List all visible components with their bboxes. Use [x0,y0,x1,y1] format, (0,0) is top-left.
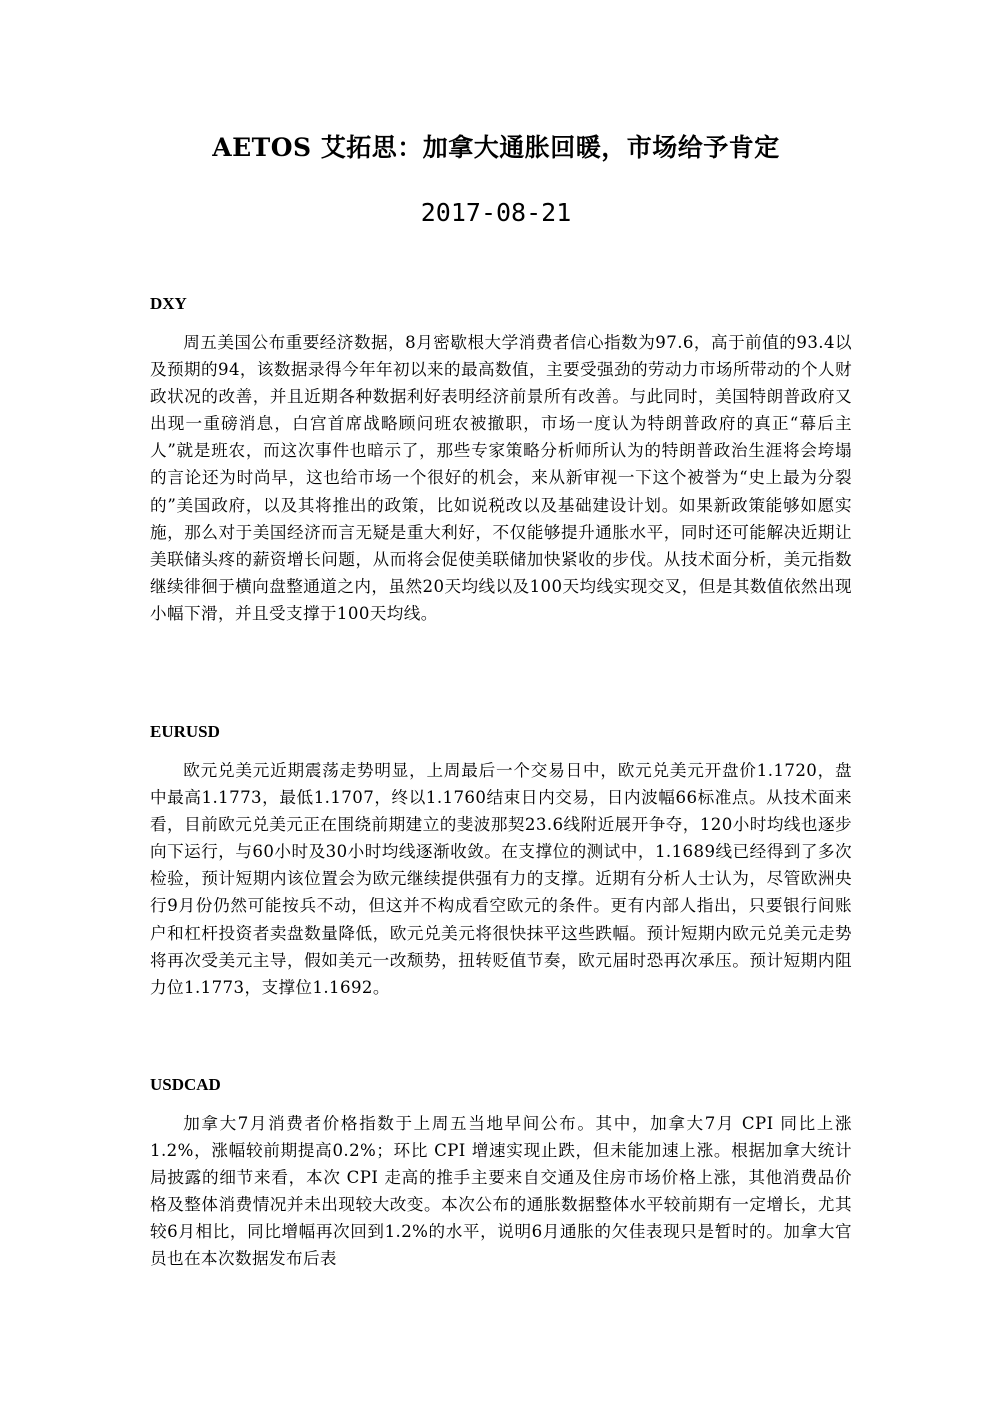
section-paragraph: 周五美国公布重要经济数据，8月密歇根大学消费者信心指数为97.6，高于前值的93.4以及预期的94，该数据录得今年年初以来的最高数值，主要受强劲的劳动力市场所带动的个人财政状况的改善，并且近期各种数据利好表明经济前景所有改善。与此同时，美国特朗普政府又出现一重磅消息，白宫首席战略顾问班农被撤职，市场一度认为特朗普政府的真正“幕后主人”就是班农，而这次事件也暗示了，那些专家策略分析师所认为的特朗普政治生涯将会垮塌的言论还为时尚早，这也给市场一个很好的机会，来从新审视一下这个被誉为“史上最为分裂的”美国政府，以及其将推出的政策，比如说税改以及基础建设计划。如果新政策能够如愿实施，那么对于美国经济而言无疑是重大利好，不仅能够提升通胀水平，同时还可能解决近期让美联储头疼的薪资增长问题，从而将会促使美联储加快紧收的步伐。从技术面分析，美元指数继续徘徊于横向盘整通道之内，虽然20天均线以及100天均线实现交叉，但是其数值依然出现小幅下滑，并且受支撑于100天均线。 [150,333,852,623]
document-date: 2017-08-21 [420,198,572,227]
section-heading: DXY [150,294,187,313]
section-heading: USDCAD [150,1075,221,1094]
section-paragraph: 加拿大7月消费者价格指数于上周五当地早间公布。其中，加拿大7月 CPI 同比上涨1.2%，涨幅较前期提高0.2%；环比 CPI 增速实现止跌，但未能加速上涨。根据加拿大统计局披露的细节来看，本次 CPI 走高的推手主要来自交通及住房市场价格上涨，其他消费品价格及整体消费情况并未出现较大改变。本次公布的通胀数据整体水平较前期有一定增长，尤其较6月相比，同比增幅再次回到1.2%的水平，说明6月通胀的欠佳表现只是暂时的。加拿大官员也在本次数据发布后表 [150,1114,852,1269]
section-dxy [150,292,852,627]
section-paragraph: 欧元兑美元近期震荡走势明显，上周最后一个交易日中，欧元兑美元开盘价1.1720，盘中最高1.1773，最低1.1707，终以1.1760结束日内交易，日内波幅66标准点。从技术面来看，目前欧元兑美元正在围绕前期建立的斐波那契23.6线附近展开争夺，120小时均线也逐步向下运行，与60小时及30小时均线逐渐收敛。在支撑位的测试中，1.1689线已经得到了多次检验，预计短期内该位置会为欧元继续提供强有力的支撑。近期有分析人士认为，尽管欧洲央行9月份仍然可能按兵不动，但这并不构成看空欧元的条件。更有内部人指出，只要银行间账户和杠杆投资者卖盘数量降低，欧元兑美元将很快抹平这些跌幅。预计短期内欧元兑美元走势将再次受美元主导，假如美元一改颓势，扭转贬值节奏，欧元届时恐再次承压。预计短期内阻力位1.1773，支撑位1.1692。 [150,761,852,997]
section-eurusd [150,720,852,1001]
document-title: AETOS 艾拓思：加拿大通胀回暖，市场给予肯定 [212,133,780,162]
section-heading: EURUSD [150,722,220,741]
section-usdcad [150,1073,852,1273]
